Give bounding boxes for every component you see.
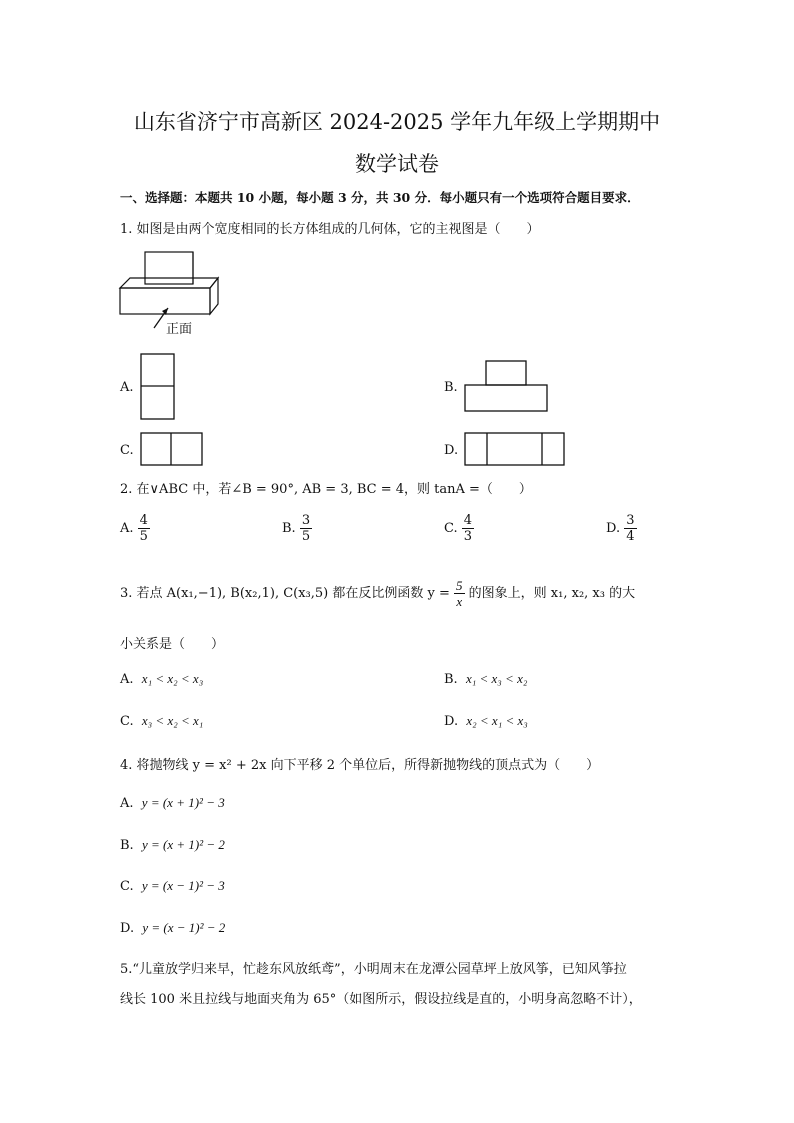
q4-option-a-text: y = (x + 1)² − 3 <box>141 795 225 810</box>
q1-front-label: 正面 <box>166 322 193 337</box>
q3-option-d-label: D. <box>444 714 459 729</box>
q2-option-a[interactable] <box>120 513 150 544</box>
q5-line2: 线长 100 米且拉线与地面夹角为 65°（如图所示，假设拉线是直的，小明身高忽略不计）， <box>120 992 642 1007</box>
q3-option-c[interactable] <box>120 713 203 729</box>
q3-option-d[interactable] <box>444 713 528 729</box>
q4-option-b-text: y = (x + 1)² − 2 <box>141 837 225 852</box>
q3-option-d-text: x₂ < x₁ < x₃ <box>466 713 528 728</box>
q3-stem <box>120 578 635 609</box>
page-title: 山东省济宁市高新区 2024-2025 学年九年级上学期期中 <box>133 110 661 134</box>
q3-fraction: $\frac{5}{x}$ <box>456 578 463 609</box>
q4-option-c-label: C. <box>120 879 134 894</box>
q1-option-a-figure[interactable] <box>140 353 176 421</box>
q1-option-c-label[interactable]: C. <box>120 443 134 458</box>
q1-option-d-figure[interactable] <box>464 432 566 468</box>
page-subtitle: 数学试卷 <box>355 152 439 176</box>
q2-option-d[interactable] <box>606 513 637 544</box>
q3-option-a[interactable] <box>120 671 203 687</box>
q3-option-a-text: x₁ < x₂ < x₃ <box>141 671 204 686</box>
q2-option-d-label: D. <box>606 521 621 536</box>
q3-stem-part1: 3. 若点 A(x₁,−1), B(x₂,1), C(x₃,5) 都在反比例函数 y = <box>120 586 450 601</box>
q3-option-a-label: A. <box>120 672 134 687</box>
q3-option-c-label: C. <box>120 714 134 729</box>
q4-option-d-text: y = (x − 1)² − 2 <box>142 920 226 935</box>
q2-stem: 2. 在∨ABC 中，若∠B = 90°, AB = 3, BC = 4，则 tanA =（ ） <box>120 482 532 497</box>
q4-option-b-label: B. <box>120 838 134 853</box>
q1-option-a-label[interactable]: A. <box>120 380 134 395</box>
q4-option-c-text: y = (x − 1)² − 3 <box>141 878 225 893</box>
q4-stem: 4. 将抛物线 y = x² + 2x 向下平移 2 个单位后，所得新抛物线的顶点式为（ ） <box>120 758 600 773</box>
q4-option-b[interactable] <box>120 837 225 853</box>
q4-option-d[interactable] <box>120 920 225 936</box>
q3-option-b[interactable] <box>444 671 527 687</box>
q1-option-b-label[interactable]: B. <box>444 380 458 395</box>
q3-option-c-text: x₃ < x₂ < x₁ <box>141 713 204 728</box>
q2-option-c[interactable] <box>444 513 474 544</box>
q3-stem-part2: 的图象上，则 x₁, x₂, x₃ 的大 <box>468 586 636 601</box>
q3-option-b-text: x₁ < x₃ < x₂ <box>465 671 528 686</box>
q3-stem-line2: 小关系是（ ） <box>120 637 225 652</box>
q1-option-b-figure[interactable] <box>464 360 550 414</box>
section-heading: 一、选择题：本题共 10 小题，每小题 3 分，共 30 分．每小题只有一个选项符合题目要求． <box>120 190 640 205</box>
q2-option-b[interactable] <box>282 513 312 544</box>
q2-option-a-fraction: $\frac{4}{5}$ <box>139 513 148 544</box>
q4-option-a-label: A. <box>120 796 134 811</box>
q4-option-d-label: D. <box>120 921 135 936</box>
q5-line1: 5.“儿童放学归来早，忙趁东风放纸鸢”，小明周末在龙潭公园草坪上放风筝，已知风筝拉 <box>120 962 627 977</box>
q1-stem: 1. 如图是由两个宽度相同的长方体组成的几何体，它的主视图是（ ） <box>120 222 540 237</box>
q2-option-d-fraction: $\frac{3}{4}$ <box>626 513 635 544</box>
q2-option-b-fraction: $\frac{3}{5}$ <box>301 513 311 544</box>
q1-option-d-label[interactable]: D. <box>444 443 459 458</box>
q3-option-b-label: B. <box>444 672 458 687</box>
q4-option-c[interactable] <box>120 878 225 894</box>
q1-option-c-figure[interactable] <box>140 432 204 468</box>
q2-option-b-label: B. <box>282 521 296 536</box>
q2-option-c-label: C. <box>444 521 458 536</box>
q2-option-c-fraction: $\frac{4}{3}$ <box>463 513 473 544</box>
q4-option-a[interactable] <box>120 795 225 811</box>
q2-option-a-label: A. <box>120 521 134 536</box>
